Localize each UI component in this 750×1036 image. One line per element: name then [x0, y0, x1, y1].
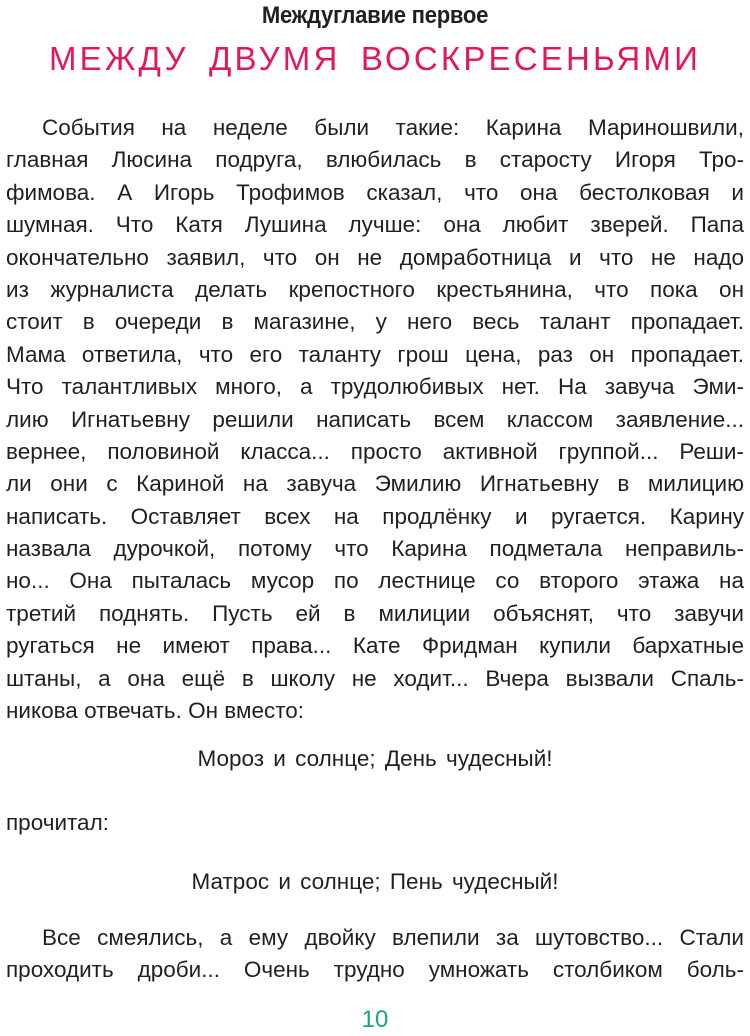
- text-line: Все смеялись, а ему двойку влепили за шутовство... Стали: [42, 925, 744, 950]
- text-line: Мама ответила, что его таланту грош цена, раз он пропадает.: [6, 341, 744, 367]
- text-line: из журналиста делать крепостного крестьянина, что пока он: [6, 276, 744, 302]
- verse-parody: Матрос и солнце; Пень чудесный!: [191, 869, 559, 894]
- paragraph-2: [6, 922, 744, 987]
- text-line: ли они с Кариной на завуча Эмилию Игнатьевну в милицию: [6, 471, 744, 497]
- text-line: написать. Оставляет всех на продлёнку и ругается. Карину: [6, 503, 744, 529]
- text-line: проходить дроби... Очень трудно умножать столбиком боль-: [6, 957, 744, 983]
- paragraph-1: [6, 112, 744, 727]
- interlude-text: прочитал:: [6, 810, 109, 835]
- text-line: третий поднять. Пусть ей в милиции объяснят, что завучи: [6, 600, 744, 626]
- text-line: лию Игнатьевну решили написать всем классом заявление...: [6, 406, 744, 432]
- chapter-title: МЕЖДУ ДВУМЯ ВОСКРЕСЕНЬЯМИ: [48, 40, 702, 77]
- text-line: главная Люсина подруга, влюбилась в старосту Игоря Тро-: [6, 147, 744, 173]
- interchapter-heading: Междуглавие первое: [261, 2, 489, 29]
- text-line: фимова. А Игорь Трофимов сказал, что она бестолковая и: [6, 179, 744, 205]
- page-number: 10: [361, 1006, 389, 1033]
- verse-original: Мороз и солнце; День чудесный!: [197, 746, 553, 771]
- text-line: штаны, а она ещё в школу не ходит... Вчера вызвали Спаль-: [6, 665, 744, 691]
- text-line: стоит в очереди в магазине, у него весь талант пропадает.: [6, 309, 744, 335]
- text-line: но... Она пыталась мусор по лестнице со второго этажа на: [6, 568, 744, 594]
- text-line: назвала дурочкой, потому что Карина подметала неправиль-: [6, 536, 744, 562]
- text-line: ругаться не имеют права... Кате Фридман купили бархатные: [6, 633, 744, 659]
- text-line: События на неделе были такие: Карина Мариношвили,: [42, 115, 744, 140]
- text-line: окончательно заявил, что он не домработница и что не надо: [6, 244, 744, 270]
- text-line: никова отвечать. Он вместо:: [6, 698, 305, 724]
- text-line: шумная. Что Катя Лушина лучше: она любит зверей. Папа: [6, 212, 744, 238]
- text-line: вернее, половиной класса... просто активной группой... Реши-: [6, 438, 744, 464]
- text-line: Что талантливых много, а трудолюбивых нет. На завуча Эми-: [6, 374, 744, 400]
